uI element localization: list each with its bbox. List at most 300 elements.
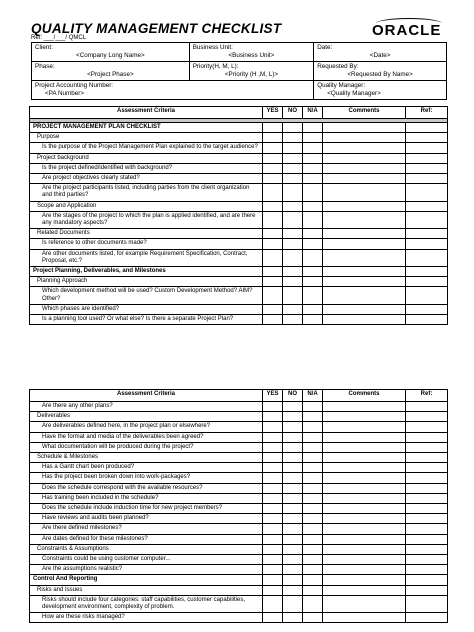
ref-cell[interactable] xyxy=(406,184,448,201)
no-cell[interactable] xyxy=(283,473,303,483)
yes-cell[interactable] xyxy=(263,123,283,133)
table-row xyxy=(30,201,448,211)
no-cell[interactable] xyxy=(283,514,303,524)
comments-cell[interactable] xyxy=(323,239,406,249)
yes-cell[interactable] xyxy=(263,412,283,422)
table-row xyxy=(30,123,448,133)
yes-cell[interactable] xyxy=(263,524,283,534)
yes-cell[interactable] xyxy=(263,163,283,173)
no-cell[interactable] xyxy=(283,123,303,133)
yes-cell[interactable] xyxy=(263,174,283,184)
table-header-row xyxy=(30,107,448,119)
table-row xyxy=(30,184,448,201)
ref-cell[interactable] xyxy=(406,412,448,422)
table-row xyxy=(30,267,448,277)
ref-cell[interactable] xyxy=(406,544,448,554)
ref-cell[interactable] xyxy=(406,613,448,623)
na-cell[interactable] xyxy=(303,442,323,452)
yes-cell[interactable] xyxy=(263,211,283,228)
yes-cell[interactable] xyxy=(263,422,283,432)
na-cell[interactable] xyxy=(303,239,323,249)
no-cell[interactable] xyxy=(283,555,303,565)
ref-cell[interactable] xyxy=(406,153,448,163)
na-cell[interactable] xyxy=(303,123,323,133)
subsection-heading: Purpose xyxy=(30,133,263,143)
date-label: Date: xyxy=(317,44,333,51)
yes-cell[interactable] xyxy=(263,304,283,314)
yes-cell[interactable] xyxy=(263,153,283,163)
ref-cell[interactable] xyxy=(406,315,448,325)
criteria-question: Risks should include four categories: staff capabilities, customer capabilities, development environment, complexity of problem. xyxy=(30,595,263,612)
subsection-heading: Constraints & Assumptions xyxy=(30,544,263,554)
ref-cell[interactable] xyxy=(406,229,448,239)
no-cell[interactable] xyxy=(283,412,303,422)
yes-cell[interactable] xyxy=(263,483,283,493)
na-cell[interactable] xyxy=(303,133,323,143)
quality-manager-label: Quality Manager: xyxy=(317,82,366,89)
section-heading: PROJECT MANAGEMENT PLAN CHECKLIST xyxy=(30,123,263,133)
no-cell[interactable] xyxy=(283,585,303,595)
col-header-yes: YES xyxy=(263,107,283,119)
na-cell[interactable] xyxy=(303,163,323,173)
comments-cell[interactable] xyxy=(323,504,406,514)
yes-cell[interactable] xyxy=(263,133,283,143)
comments-cell[interactable] xyxy=(323,174,406,184)
ref-cell[interactable] xyxy=(406,534,448,544)
na-cell[interactable] xyxy=(303,514,323,524)
no-cell[interactable] xyxy=(283,174,303,184)
ref-cell[interactable] xyxy=(406,575,448,585)
na-cell[interactable] xyxy=(303,565,323,575)
requested-by-value: <Requested By Name> xyxy=(347,71,413,78)
na-cell[interactable] xyxy=(303,174,323,184)
criteria-question: Are other documents listed, for example Requirement Specification, Contract, Proposal, etc.? xyxy=(30,249,263,266)
col-header-ref: Ref: xyxy=(406,390,448,402)
ref-cell[interactable] xyxy=(406,595,448,612)
criteria-question: Are project objectives clearly stated? xyxy=(30,174,263,184)
yes-cell[interactable] xyxy=(263,442,283,452)
ref-cell[interactable] xyxy=(406,239,448,249)
comments-cell[interactable] xyxy=(323,585,406,595)
no-cell[interactable] xyxy=(283,287,303,304)
na-cell[interactable] xyxy=(303,613,323,623)
table-row xyxy=(30,249,448,266)
ref-cell[interactable] xyxy=(406,514,448,524)
ref-cell[interactable] xyxy=(406,402,448,412)
yes-cell[interactable] xyxy=(263,493,283,503)
criteria-question: Are there defined milestones? xyxy=(30,524,263,534)
no-cell[interactable] xyxy=(283,565,303,575)
subsection-heading: Deliverables xyxy=(30,412,263,422)
comments-cell[interactable] xyxy=(323,422,406,432)
yes-cell[interactable] xyxy=(263,267,283,277)
criteria-question: Are deliverables defined here, in the project plan or elsewhere? xyxy=(30,422,263,432)
na-cell[interactable] xyxy=(303,143,323,153)
comments-cell[interactable] xyxy=(323,163,406,173)
na-cell[interactable] xyxy=(303,315,323,325)
na-cell[interactable] xyxy=(303,453,323,463)
yes-cell[interactable] xyxy=(263,544,283,554)
subsection-heading: Schedule & Milestones xyxy=(30,453,263,463)
client-value: <Company Long Name> xyxy=(76,52,145,59)
table-row xyxy=(30,544,448,554)
ref-cell[interactable] xyxy=(406,304,448,314)
yes-cell[interactable] xyxy=(263,432,283,442)
comments-cell[interactable] xyxy=(323,453,406,463)
na-cell[interactable] xyxy=(303,595,323,612)
checklist-table-1 xyxy=(29,106,448,325)
na-cell[interactable] xyxy=(303,211,323,228)
na-cell[interactable] xyxy=(303,153,323,163)
priority-label: Priority(H, M, L): xyxy=(192,63,239,70)
table-row xyxy=(30,402,448,412)
yes-cell[interactable] xyxy=(263,534,283,544)
yes-cell[interactable] xyxy=(263,585,283,595)
ref-cell[interactable] xyxy=(406,585,448,595)
document-title: QUALITY MANAGEMENT CHECKLIST xyxy=(31,21,282,36)
na-cell[interactable] xyxy=(303,277,323,287)
ref-cell[interactable] xyxy=(406,422,448,432)
comments-cell[interactable] xyxy=(323,287,406,304)
ref-cell[interactable] xyxy=(406,493,448,503)
comments-cell[interactable] xyxy=(323,201,406,211)
no-cell[interactable] xyxy=(283,442,303,452)
col-header-criteria: Assessment Criteria xyxy=(30,107,263,119)
ref-cell[interactable] xyxy=(406,555,448,565)
ref-cell[interactable] xyxy=(406,267,448,277)
ref-cell[interactable] xyxy=(406,432,448,442)
no-cell[interactable] xyxy=(283,422,303,432)
no-cell[interactable] xyxy=(283,267,303,277)
yes-cell[interactable] xyxy=(263,229,283,239)
na-cell[interactable] xyxy=(303,267,323,277)
comments-cell[interactable] xyxy=(323,402,406,412)
na-cell[interactable] xyxy=(303,249,323,266)
checklist-table-2 xyxy=(29,389,448,623)
yes-cell[interactable] xyxy=(263,565,283,575)
criteria-question: Which phases are identified? xyxy=(30,304,263,314)
table-row xyxy=(30,504,448,514)
comments-cell[interactable] xyxy=(323,277,406,287)
criteria-question: Does the schedule correspond with the available resources? xyxy=(30,483,263,493)
criteria-question: How are these risks managed? xyxy=(30,613,263,623)
yes-cell[interactable] xyxy=(263,249,283,266)
na-cell[interactable] xyxy=(303,504,323,514)
comments-cell[interactable] xyxy=(323,473,406,483)
ref-cell[interactable] xyxy=(406,453,448,463)
table-row xyxy=(30,442,448,452)
criteria-question: Are the project participants listed, including parties from the client organization and third parties? xyxy=(30,184,263,201)
na-cell[interactable] xyxy=(303,524,323,534)
yes-cell[interactable] xyxy=(263,315,283,325)
comments-cell[interactable] xyxy=(323,267,406,277)
section-heading: Control And Reporting xyxy=(30,575,263,585)
comments-cell[interactable] xyxy=(323,249,406,266)
business-unit-label: Business Unit: xyxy=(192,44,233,51)
ref-cell[interactable] xyxy=(406,524,448,534)
col-header-na: N/A xyxy=(303,107,323,119)
date-value: <Date> xyxy=(369,52,391,59)
yes-cell[interactable] xyxy=(263,143,283,153)
na-cell[interactable] xyxy=(303,304,323,314)
criteria-question: Constraints could be using customer computer... xyxy=(30,555,263,565)
comments-cell[interactable] xyxy=(323,315,406,325)
reference-line: Ref: ___/___/ QMCL xyxy=(31,35,87,41)
table-row xyxy=(30,595,448,612)
comments-cell[interactable] xyxy=(323,304,406,314)
ref-cell[interactable] xyxy=(406,163,448,173)
table-row xyxy=(30,412,448,422)
yes-cell[interactable] xyxy=(263,575,283,585)
yes-cell[interactable] xyxy=(263,239,283,249)
comments-cell[interactable] xyxy=(323,514,406,524)
comments-cell[interactable] xyxy=(323,229,406,239)
subsection-heading: Project background xyxy=(30,153,263,163)
criteria-question: Has a Gantt chart been produced? xyxy=(30,463,263,473)
phase-label: Phase: xyxy=(35,63,55,70)
table-row xyxy=(30,575,448,585)
comments-cell[interactable] xyxy=(323,463,406,473)
yes-cell[interactable] xyxy=(263,463,283,473)
criteria-question: Which development method will be used? Custom Development Method? AIM? Other? xyxy=(30,287,263,304)
header-info-table xyxy=(31,42,447,100)
table-row xyxy=(30,315,448,325)
ref-cell[interactable] xyxy=(406,473,448,483)
criteria-question: Is a planning tool used? Or what else? Is there a separate Project Plan? xyxy=(30,315,263,325)
na-cell[interactable] xyxy=(303,287,323,304)
criteria-question: Is the purpose of the Project Management Plan explained to the target audience? xyxy=(30,143,263,153)
na-cell[interactable] xyxy=(303,585,323,595)
ref-cell[interactable] xyxy=(406,277,448,287)
na-cell[interactable] xyxy=(303,483,323,493)
no-cell[interactable] xyxy=(283,239,303,249)
ref-cell[interactable] xyxy=(406,287,448,304)
table-row xyxy=(30,585,448,595)
na-cell[interactable] xyxy=(303,493,323,503)
ref-cell[interactable] xyxy=(406,565,448,575)
criteria-question: Have the format and media of the deliverables been agreed? xyxy=(30,432,263,442)
no-cell[interactable] xyxy=(283,277,303,287)
subsection-heading: Risks and Issues xyxy=(30,585,263,595)
na-cell[interactable] xyxy=(303,229,323,239)
col-header-ref: Ref: xyxy=(406,107,448,119)
oracle-logo: ORACLE xyxy=(372,22,442,39)
ref-cell[interactable] xyxy=(406,211,448,228)
no-cell[interactable] xyxy=(283,201,303,211)
na-cell[interactable] xyxy=(303,575,323,585)
na-cell[interactable] xyxy=(303,201,323,211)
col-header-no: NO xyxy=(283,390,303,402)
comments-cell[interactable] xyxy=(323,412,406,422)
comments-cell[interactable] xyxy=(323,211,406,228)
comments-cell[interactable] xyxy=(323,483,406,493)
no-cell[interactable] xyxy=(283,143,303,153)
table-row xyxy=(30,133,448,143)
table-row xyxy=(30,287,448,304)
no-cell[interactable] xyxy=(283,249,303,266)
no-cell[interactable] xyxy=(283,613,303,623)
criteria-question: Is reference to other documents made? xyxy=(30,239,263,249)
yes-cell[interactable] xyxy=(263,277,283,287)
criteria-question: Does the schedule include induction time for new project members? xyxy=(30,504,263,514)
yes-cell[interactable] xyxy=(263,555,283,565)
no-cell[interactable] xyxy=(283,504,303,514)
priority-value: <Priority (H ,M, L)> xyxy=(224,71,279,78)
no-cell[interactable] xyxy=(283,184,303,201)
ref-cell[interactable] xyxy=(406,483,448,493)
phase-value: <Project Phase> xyxy=(87,71,134,78)
table-header-row xyxy=(30,390,448,402)
na-cell[interactable] xyxy=(303,432,323,442)
na-cell[interactable] xyxy=(303,555,323,565)
table-row xyxy=(30,453,448,463)
yes-cell[interactable] xyxy=(263,504,283,514)
no-cell[interactable] xyxy=(283,493,303,503)
no-cell[interactable] xyxy=(283,575,303,585)
col-header-no: NO xyxy=(283,107,303,119)
col-header-yes: YES xyxy=(263,390,283,402)
ref-cell[interactable] xyxy=(406,504,448,514)
no-cell[interactable] xyxy=(283,524,303,534)
na-cell[interactable] xyxy=(303,473,323,483)
table-row xyxy=(30,239,448,249)
quality-manager-value: <Quality Manager> xyxy=(327,90,381,97)
table-row xyxy=(30,524,448,534)
comments-cell[interactable] xyxy=(323,442,406,452)
table-row xyxy=(30,304,448,314)
no-cell[interactable] xyxy=(283,483,303,493)
no-cell[interactable] xyxy=(283,315,303,325)
yes-cell[interactable] xyxy=(263,402,283,412)
subsection-heading: Related Documents xyxy=(30,229,263,239)
no-cell[interactable] xyxy=(283,453,303,463)
ref-cell[interactable] xyxy=(406,133,448,143)
na-cell[interactable] xyxy=(303,534,323,544)
ref-cell[interactable] xyxy=(406,123,448,133)
criteria-question: Are dates defined for these milestones? xyxy=(30,534,263,544)
criteria-question: Has the project been broken down into work-packages? xyxy=(30,473,263,483)
no-cell[interactable] xyxy=(283,229,303,239)
criteria-question: Have reviews and audits been planned? xyxy=(30,514,263,524)
comments-cell[interactable] xyxy=(323,524,406,534)
no-cell[interactable] xyxy=(283,211,303,228)
no-cell[interactable] xyxy=(283,163,303,173)
table-row xyxy=(30,422,448,432)
table-row xyxy=(30,534,448,544)
table-row xyxy=(30,463,448,473)
na-cell[interactable] xyxy=(303,544,323,554)
ref-cell[interactable] xyxy=(406,143,448,153)
criteria-question: What documentation will be produced during the project? xyxy=(30,442,263,452)
yes-cell[interactable] xyxy=(263,514,283,524)
table-row xyxy=(30,211,448,228)
ref-cell[interactable] xyxy=(406,442,448,452)
no-cell[interactable] xyxy=(283,432,303,442)
comments-cell[interactable] xyxy=(323,432,406,442)
na-cell[interactable] xyxy=(303,412,323,422)
no-cell[interactable] xyxy=(283,304,303,314)
no-cell[interactable] xyxy=(283,534,303,544)
ref-cell[interactable] xyxy=(406,249,448,266)
na-cell[interactable] xyxy=(303,184,323,201)
pa-number-label: Project Accounting Number: xyxy=(35,82,114,89)
client-label: Client: xyxy=(35,44,53,51)
na-cell[interactable] xyxy=(303,422,323,432)
comments-cell[interactable] xyxy=(323,534,406,544)
comments-cell[interactable] xyxy=(323,184,406,201)
yes-cell[interactable] xyxy=(263,613,283,623)
comments-cell[interactable] xyxy=(323,613,406,623)
no-cell[interactable] xyxy=(283,595,303,612)
table-row xyxy=(30,174,448,184)
no-cell[interactable] xyxy=(283,402,303,412)
no-cell[interactable] xyxy=(283,463,303,473)
criteria-question: Has training been included in the schedule? xyxy=(30,493,263,503)
comments-cell[interactable] xyxy=(323,133,406,143)
table-row xyxy=(30,277,448,287)
table-row xyxy=(30,473,448,483)
ref-cell[interactable] xyxy=(406,463,448,473)
table-row xyxy=(30,483,448,493)
comments-cell[interactable] xyxy=(323,153,406,163)
table-row xyxy=(30,163,448,173)
yes-cell[interactable] xyxy=(263,595,283,612)
ref-cell[interactable] xyxy=(406,174,448,184)
table-row xyxy=(30,229,448,239)
no-cell[interactable] xyxy=(283,153,303,163)
comments-cell[interactable] xyxy=(323,123,406,133)
table-row xyxy=(30,493,448,503)
subsection-heading: Planning Approach xyxy=(30,277,263,287)
criteria-question: Are the assumptions realistic? xyxy=(30,565,263,575)
section-heading: Project Planning, Deliverables, and Milestones xyxy=(30,267,263,277)
table-row xyxy=(30,565,448,575)
na-cell[interactable] xyxy=(303,463,323,473)
requested-by-label: Requested By: xyxy=(317,63,359,70)
ref-cell[interactable] xyxy=(406,201,448,211)
col-header-comments: Comments xyxy=(323,107,406,119)
criteria-question: Is the project defined/identified with background? xyxy=(30,163,263,173)
comments-cell[interactable] xyxy=(323,544,406,554)
col-header-na: N/A xyxy=(303,390,323,402)
col-header-criteria: Assessment Criteria xyxy=(30,390,263,402)
yes-cell[interactable] xyxy=(263,287,283,304)
yes-cell[interactable] xyxy=(263,201,283,211)
subsection-heading: Scope and Application xyxy=(30,201,263,211)
comments-cell[interactable] xyxy=(323,575,406,585)
no-cell[interactable] xyxy=(283,133,303,143)
na-cell[interactable] xyxy=(303,402,323,412)
table-row xyxy=(30,143,448,153)
yes-cell[interactable] xyxy=(263,473,283,483)
table-row xyxy=(30,555,448,565)
criteria-question: Are the stages of the project to which the plan is applied identified, and are there any mandatory aspects? xyxy=(30,211,263,228)
comments-cell[interactable] xyxy=(323,595,406,612)
yes-cell[interactable] xyxy=(263,184,283,201)
comments-cell[interactable] xyxy=(323,555,406,565)
col-header-comments: Comments xyxy=(323,390,406,402)
comments-cell[interactable] xyxy=(323,143,406,153)
no-cell[interactable] xyxy=(283,544,303,554)
table-row xyxy=(30,613,448,623)
comments-cell[interactable] xyxy=(323,565,406,575)
table-row xyxy=(30,432,448,442)
pa-number-value: <PA Number> xyxy=(45,90,85,97)
yes-cell[interactable] xyxy=(263,453,283,463)
table-row xyxy=(30,514,448,524)
comments-cell[interactable] xyxy=(323,493,406,503)
table-row xyxy=(30,153,448,163)
